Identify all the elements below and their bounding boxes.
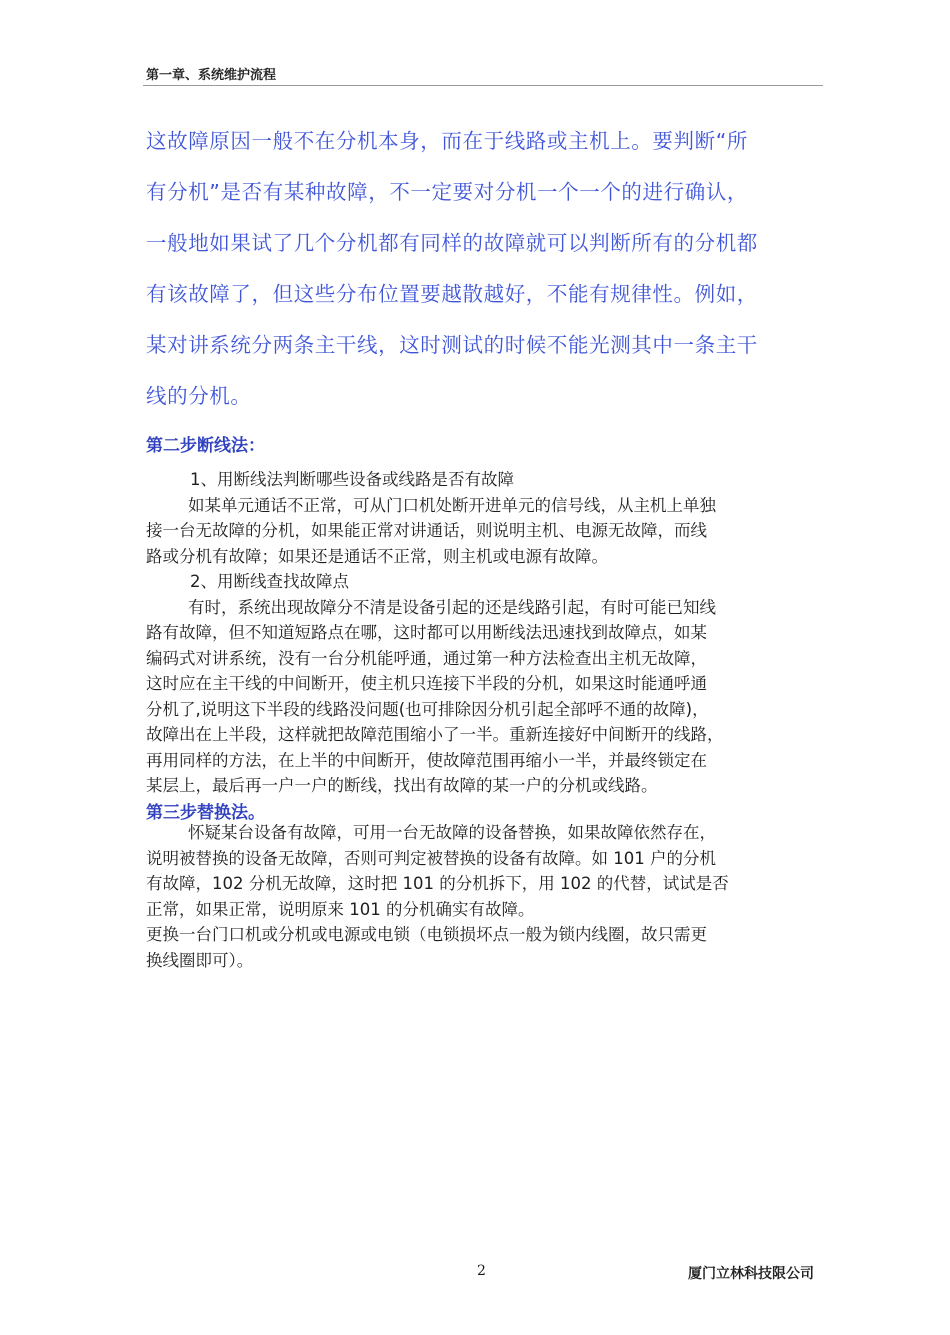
intro-line: 有分机”是否有某种故障，不一定要对分机一个一个的进行确认， bbox=[146, 180, 749, 204]
step2-body bbox=[146, 467, 818, 799]
page-number: 2 bbox=[477, 1263, 486, 1279]
step2-item2-line: 有时，系统出现故障分不清是设备引起的还是线路引起，有时可能已知线 bbox=[188, 597, 716, 617]
step3-body bbox=[146, 820, 818, 973]
step2-item1-title: 1、用断线法判断哪些设备或线路是否有故障 bbox=[190, 470, 514, 489]
step3-line: 换线圈即可）。 bbox=[146, 950, 254, 970]
intro-line: 某对讲系统分两条主干线，这时测试的时候不能光测其中一条主干 bbox=[146, 333, 758, 357]
step3-line: 更换一台门口机或分机或电源或电锁（电锁损坏点一般为锁内线圈，故只需更 bbox=[146, 925, 707, 944]
step2-item1-line: 接一台无故障的分机，如果能正常对讲通话，则说明主机、电源无故障，而线 bbox=[146, 521, 707, 540]
step2-item2-line: 路有故障，但不知道短路点在哪，这时都可以用断线法迅速找到故障点，如某 bbox=[146, 623, 707, 642]
intro-line: 一般地如果试了几个分机都有同样的故障就可以判断所有的分机都 bbox=[146, 231, 758, 255]
step2-item2-title: 2、用断线查找故障点 bbox=[190, 572, 349, 591]
header-divider bbox=[143, 85, 823, 86]
company-name: 厦门立林科技限公司 bbox=[688, 1266, 814, 1282]
step2-item2-line: 某层上，最后再一户一户的断线，找出有故障的某一户的分机或线路。 bbox=[146, 776, 658, 795]
step3-heading: 第三步替换法。 bbox=[146, 803, 265, 823]
step2-item2-line: 这时应在主干线的中间断开，使主机只连接下半段的分机，如果这时能通呼通 bbox=[146, 674, 707, 693]
step3-line: 有故障，102 分机无故障，这时把 101 的分机拆下，用 102 的代替，试试是否 bbox=[146, 874, 729, 893]
step2-item2-line: 分机了,说明这下半段的线路没问题(也可排除因分机引起全部呼不通的故障)， bbox=[146, 699, 709, 719]
intro-paragraph bbox=[146, 116, 818, 422]
step3-line: 怀疑某台设备有故障，可用一台无故障的设备替换，如果故障依然存在， bbox=[188, 823, 716, 842]
step2-item2-line: 再用同样的方法，在上半的中间断开，使故障范围再缩小一半，并最终锁定在 bbox=[146, 750, 707, 770]
step2-item2-line: 故障出在上半段，这样就把故障范围缩小了一半。重新连接好中间断开的线路， bbox=[146, 725, 724, 744]
page-header-title: 第一章、系统维护流程 bbox=[146, 68, 277, 83]
intro-line: 线的分机。 bbox=[146, 384, 252, 408]
intro-line: 这故障原因一般不在分机本身，而在于线路或主机上。要判断“所 bbox=[146, 129, 749, 153]
step2-heading: 第二步断线法： bbox=[146, 436, 265, 456]
intro-line: 有该故障了，但这些分布位置要越散越好，不能有规律性。例如， bbox=[146, 282, 758, 306]
step2-item2-line: 编码式对讲系统，没有一台分机能呼通，通过第一种方法检查出主机无故障， bbox=[146, 648, 707, 668]
step3-line: 说明被替换的设备无故障，否则可判定被替换的设备有故障。如 101 户的分机 bbox=[146, 848, 716, 868]
step3-line: 正常，如果正常，说明原来 101 的分机确实有故障。 bbox=[146, 899, 535, 919]
step2-item1-line: 如某单元通话不正常，可从门口机处断开进单元的信号线，从主机上单独 bbox=[188, 495, 716, 515]
step2-item1-line: 路或分机有故障；如果还是通话不正常，则主机或电源有故障。 bbox=[146, 546, 608, 566]
